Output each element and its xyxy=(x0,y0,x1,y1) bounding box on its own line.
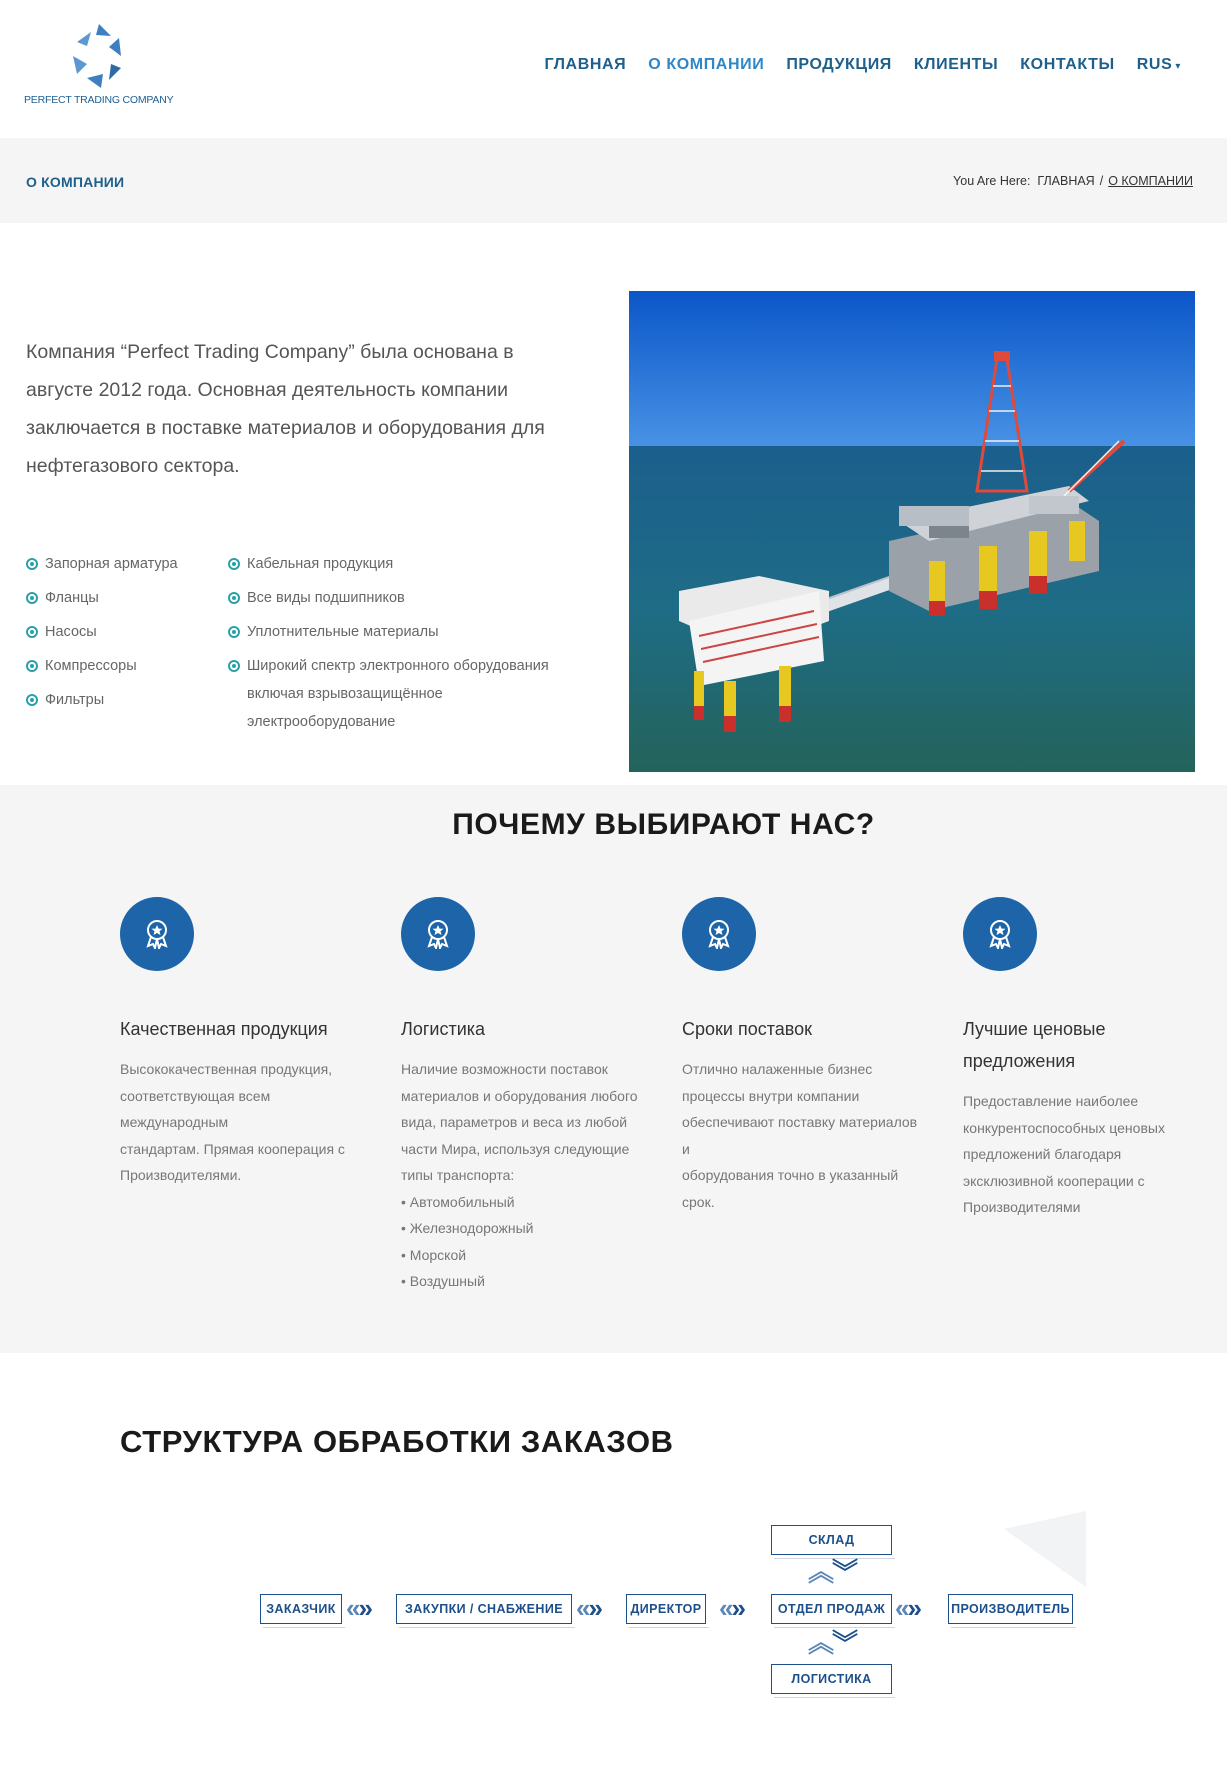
award-icon xyxy=(120,897,194,971)
nav-contacts[interactable]: КОНТАКТЫ xyxy=(1020,56,1115,73)
feature-desc-line: материалов и оборудования любого xyxy=(401,1087,638,1104)
page-title-bar xyxy=(0,138,1227,223)
feature-description xyxy=(120,1056,360,1189)
award-icon xyxy=(963,897,1037,971)
logo-star-icon xyxy=(71,24,127,88)
left-right-chevrons-icon: «» xyxy=(895,1593,920,1623)
list-item-label: Фильтры xyxy=(45,692,105,708)
breadcrumb-separator: / xyxy=(1099,174,1104,188)
product-list-right xyxy=(228,555,578,752)
list-item-label: Компрессоры xyxy=(45,658,137,674)
feature-desc-line: • Морской xyxy=(401,1246,467,1263)
feature-desc-line: Высококачественная продукция, xyxy=(120,1061,333,1077)
list-item xyxy=(228,555,578,573)
feature-delivery-time xyxy=(682,897,922,1215)
circle-bullet-icon xyxy=(228,660,240,672)
list-item-label: Уплотнительные материалы xyxy=(247,624,439,640)
feature-desc-line: Предоставление наиболее xyxy=(963,1093,1139,1109)
logo-text: PERFECT TRADING COMPANY xyxy=(24,94,174,106)
feature-desc-line: соответствующая всем xyxy=(120,1087,271,1104)
list-item-label: Кабельная продукция xyxy=(247,556,394,572)
feature-title: Лучшие ценовые предложения xyxy=(963,1019,1106,1071)
breadcrumb-home[interactable]: ГЛАВНАЯ xyxy=(1037,174,1095,188)
list-item xyxy=(228,652,578,736)
list-item xyxy=(26,589,178,607)
why-us-title: ПОЧЕМУ ВЫБИРАЮТ НАС? xyxy=(452,808,875,841)
feature-desc-line: оборудования точно в указанный xyxy=(682,1167,899,1183)
feature-desc-line: типы транспорта: xyxy=(401,1167,515,1183)
feature-title: Логистика xyxy=(401,1019,486,1039)
list-item xyxy=(228,623,578,641)
list-item xyxy=(26,555,178,573)
left-right-chevrons-icon: «» xyxy=(346,1593,371,1623)
feature-desc-line: части Мира, используя следующие xyxy=(401,1140,630,1157)
feature-desc-line: международным xyxy=(120,1114,229,1130)
page-title: О КОМПАНИИ xyxy=(26,174,125,190)
language-label: RUS xyxy=(1136,56,1173,73)
decorative-corner xyxy=(1004,1511,1086,1587)
feature-description xyxy=(963,1088,1173,1221)
nav-home[interactable]: ГЛАВНАЯ xyxy=(544,56,627,73)
award-icon xyxy=(401,897,475,971)
site-header xyxy=(0,0,1227,138)
feature-desc-line: стандартам. Прямая кооперация с xyxy=(120,1140,345,1157)
list-item xyxy=(26,691,178,709)
box-procurement: ЗАКУПКИ / СНАБЖЕНИЕ xyxy=(396,1594,572,1624)
box-warehouse: СКЛАД xyxy=(771,1525,892,1555)
feature-desc-line: Отлично налаженные бизнес xyxy=(682,1061,873,1077)
feature-desc-line: • Воздушный xyxy=(401,1273,485,1289)
list-item-label: Фланцы xyxy=(45,590,99,606)
list-item xyxy=(26,623,178,641)
structure-title: СТРУКТУРА ОБРАБОТКИ ЗАКАЗОВ xyxy=(120,1424,674,1459)
box-sales: ОТДЕЛ ПРОДАЖ xyxy=(771,1594,892,1624)
list-item xyxy=(228,589,578,607)
feature-desc-line: эксклюзивной кооперации с xyxy=(963,1172,1145,1189)
feature-desc-line: Производителями. xyxy=(120,1167,242,1183)
circle-bullet-icon xyxy=(26,626,38,638)
breadcrumb-prefix: You Are Here: xyxy=(953,174,1031,188)
feature-desc-line: Наличие возможности поставок xyxy=(401,1061,608,1077)
feature-desc-line: процессы внутри компании xyxy=(682,1087,860,1104)
box-logistics: ЛОГИСТИКА xyxy=(771,1664,892,1694)
feature-title: Качественная продукция xyxy=(120,1019,328,1039)
up-down-chevrons-icon: ︽︾ xyxy=(808,1628,857,1658)
circle-bullet-icon xyxy=(26,694,38,706)
award-icon xyxy=(682,897,756,971)
feature-title: Сроки поставок xyxy=(682,1019,813,1039)
feature-desc-line: • Железнодорожный xyxy=(401,1220,534,1236)
list-item-label: Широкий спектр электронного оборудования включая взрывозащищённое электрооборудование xyxy=(247,658,549,730)
company-logo[interactable] xyxy=(24,24,174,108)
list-item xyxy=(26,657,178,675)
nav-products[interactable]: ПРОДУКЦИЯ xyxy=(786,56,892,73)
feature-desc-line: • Автомобильный xyxy=(401,1193,515,1210)
chevron-down-icon: ▾ xyxy=(1175,61,1181,72)
breadcrumb-current[interactable]: О КОМПАНИИ xyxy=(1108,174,1193,188)
product-list-left xyxy=(26,555,178,725)
circle-bullet-icon xyxy=(228,558,240,570)
circle-bullet-icon xyxy=(228,626,240,638)
intro-text: Компания “Perfect Trading Company” была основана в августе 2012 года. Основная деятельность компании заключается в поставке материалов и оборудования для нефтегазового сектора. xyxy=(26,341,545,477)
left-right-chevrons-icon: «» xyxy=(576,1593,601,1623)
box-director: ДИРЕКТОР xyxy=(626,1594,706,1624)
feature-desc-line: обеспечивают поставку материалов и xyxy=(682,1114,918,1157)
up-down-chevrons-icon: ︽︾ xyxy=(808,1557,857,1587)
feature-desc-line: вида, параметров и веса из любой xyxy=(401,1114,628,1130)
breadcrumb xyxy=(953,174,1193,188)
feature-desc-line: Производителями xyxy=(963,1199,1081,1215)
feature-desc-line: срок. xyxy=(682,1193,715,1210)
nav-language[interactable] xyxy=(1137,56,1181,74)
offshore-platform-image xyxy=(629,291,1195,772)
feature-desc-line: предложений благодаря xyxy=(963,1146,1122,1162)
circle-bullet-icon xyxy=(228,592,240,604)
main-nav xyxy=(544,56,1181,74)
feature-desc-line: конкурентоспособных ценовых xyxy=(963,1119,1165,1136)
feature-best-prices xyxy=(963,897,1173,1221)
feature-description xyxy=(401,1056,641,1295)
feature-logistics xyxy=(401,897,641,1295)
circle-bullet-icon xyxy=(26,592,38,604)
feature-quality xyxy=(120,897,360,1189)
box-customer: ЗАКАЗЧИК xyxy=(260,1594,342,1624)
nav-clients[interactable]: КЛИЕНТЫ xyxy=(913,56,999,73)
circle-bullet-icon xyxy=(26,558,38,570)
circle-bullet-icon xyxy=(26,660,38,672)
nav-about[interactable]: О КОМПАНИИ xyxy=(648,56,765,73)
feature-description xyxy=(682,1056,922,1215)
list-item-label: Все виды подшипников xyxy=(247,590,405,606)
list-item-label: Насосы xyxy=(45,624,97,640)
left-right-chevrons-icon: «» xyxy=(719,1593,744,1623)
box-manufacturer: ПРОИЗВОДИТЕЛЬ xyxy=(948,1594,1073,1624)
list-item-label: Запорная арматура xyxy=(45,556,178,572)
